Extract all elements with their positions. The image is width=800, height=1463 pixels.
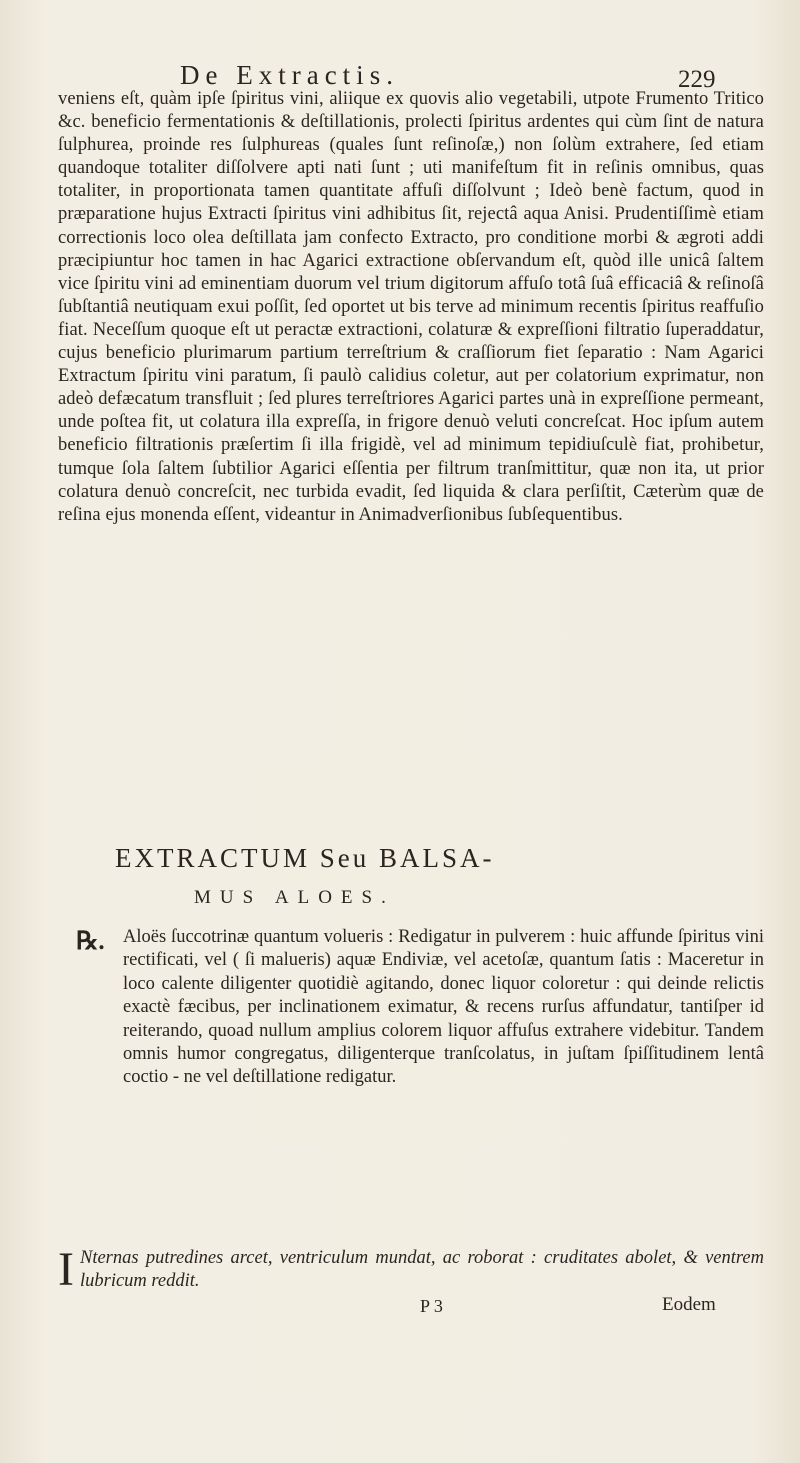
running-head: De Extractis.: [180, 60, 399, 90]
drop-capital: I: [58, 1243, 74, 1296]
recipe-block: [58, 926, 764, 1090]
recipe-text: Aloës ſuccotrinæ quantum volueris : Redigatur in pulverem : huic affunde ſpiritus vini rectificati, vel ( ſi malueris) aquæ Endiviæ, vel acetoſæ, quantum ſatis : Maceretur in loco calente diligenter quotidiè agitando, donec liquor coloretur : qui deinde relictis exactè fæcibus, per inclinationem eximatur, & recens rurſus affundatur, tantiſper id reiterando, quoad nullum amplius colorem liquor affuſus extrahere videbitur. Tandem omnis humor congregatus, diligenterque tranſcolatus, in juſtam ſpiſſitudinem lentâ coctio - ne vel deſtillatione redigatur.: [123, 927, 764, 1088]
catchword: Eodem: [662, 1294, 716, 1315]
body-paragraph: veniens eſt, quàm ipſe ſpiritus vini, aliique ex quovis alio vegetabili, utpote Frumento Tritico &c. beneficio fermentationis & deſtillationis, prolecti ſpiritus ardentes qui cùm ſint de natura ſulphurea, proinde res ſulphureas (quales ſunt reſinoſæ,) non ſolùm extrahere, ſed etiam quandoque totaliter diſſolvere apti nati ſunt ; uti manifeſtum fit in reſinis omnibus, quas totaliter, in proportionata tamen quantitate affuſi diſſolvunt ; Ideò benè factum, quod in præparatione hujus Extracti ſpiritus vini adhibitus ſit, rejectâ aqua Anisi. Prudentiſſimè etiam correctionis loco olea deſtillata jam confecto Extracto, pro conditione morbi & ægroti addi præcipiuntur hoc tamen in hac Agarici extractione obſervandum eſt, quòd ille unicâ ſaltem vice ſpiritu vini ad eminentiam duorum vel trium digitorum affuſo totâ ſuâ efficaciâ & reſinoſâ ſubſtantiâ neutiquam exui poſſit, ſed oportet ut bis terve ad minimum recentis ſpiritus reaffuſio fiat. Neceſſum quoque eſt ut peractæ extractioni, colaturæ & expreſſioni filtratio ſuperaddatur, cujus beneficio plurimarum partium terreſtrium & craſſiorum fiet ſeparatio : Nam Agarici Extractum ſpiritu vini paratum, ſi paulò calidius coletur, aut per colatorium exprimatur, non adeò defæcatum transfluit ; ſed plures terreſtriores Agarici partes unà in expreſſione permeant, unde poſtea fit, ut colatura illa expreſſa, in frigore denuò veluti concreſcat. Hoc ipſum autem beneficio filtrationis præſertim ſi illa frigidè, vel ad minimum tepidiuſculè fiat, prohibetur, tumque ſola ſaltem ſubtilior Agarici eſſentia per filtrum tranſmittitur, quæ non ita, ut prior colatura denuò concreſcit, nec turbida evadit, ſed liquida & clara perſiſtit, Cæterùm quæ de reſina ejus monenda eſſent, videantur in Animadverſionibus ſubſequentibus.: [58, 89, 764, 525]
virtues-paragraph: [58, 1243, 764, 1296]
recipe-symbol: ℞.: [76, 928, 105, 955]
section-heading: EXTRACTUM Seu BALSA-: [115, 843, 495, 873]
virtues-text: Nternas putredines arcet, ventriculum mundat, ac roborat : cruditates abolet, & ventrem lubricum reddit.: [79, 1248, 764, 1292]
signature-mark: P 3: [420, 1296, 443, 1316]
page-number: 229: [678, 66, 716, 93]
section-subheading: MUS ALOES.: [194, 887, 395, 908]
